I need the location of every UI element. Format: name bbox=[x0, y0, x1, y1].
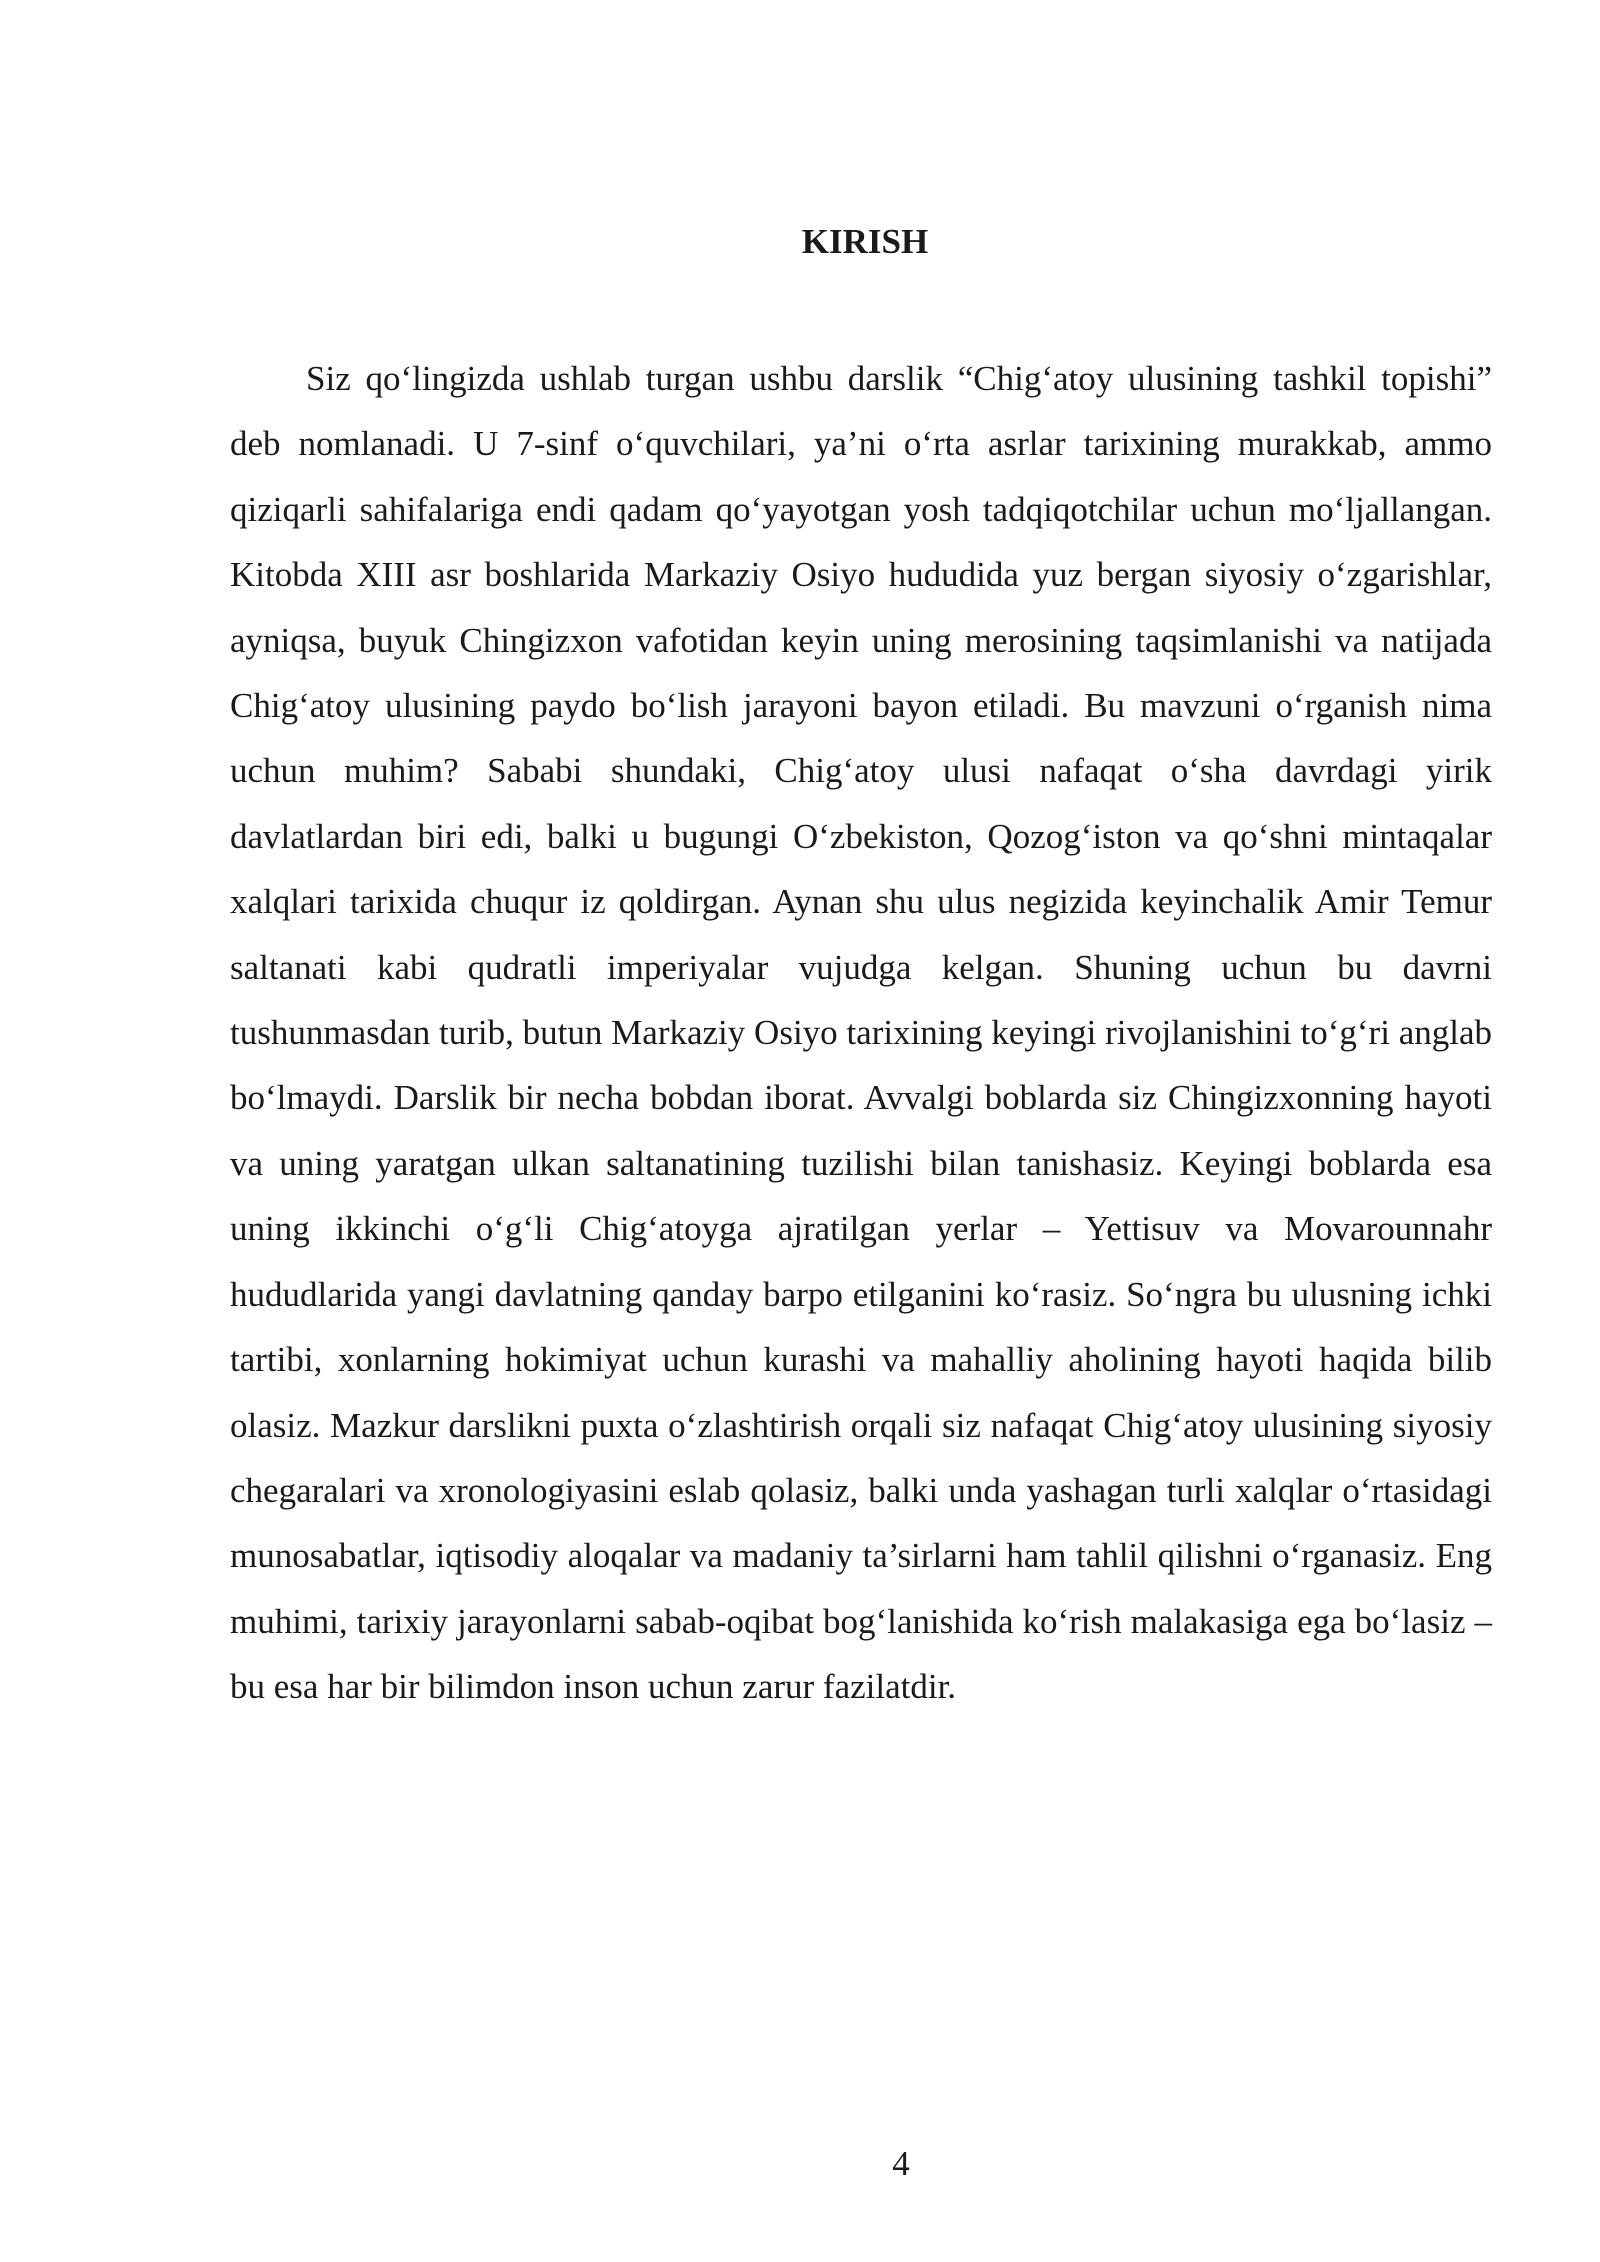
page-number: 4 bbox=[892, 2144, 910, 2183]
page-title: KIRISH bbox=[801, 222, 929, 261]
body-paragraph bbox=[230, 346, 1492, 1720]
body-paragraph-text: Siz qo‘lingizda ushlab turgan ushbu darslik “Chig‘atoy ulusining tashkil topishi” deb nomlanadi. U 7-sinf o‘quvchilari, ya’ni o‘rta asrlar tarixining murakkab, ammo qiziqarli sahifalariga endi qadam qo‘yayotgan yosh tadqiqotchilar uchun mo‘ljallangan. Kitobda XIII asr boshlarida Markaziy Osiyo hududida yuz bergan siyosiy o‘zgarishlar, ayniqsa, buyuk Chingizxon vafotidan keyin uning merosining taqsimlanishi va natijada Chig‘atoy ulusining paydo bo‘lish jarayoni bayon etiladi. Bu mavzuni o‘rganish nima uchun muhim? Sababi shundaki, Chig‘atoy ulusi nafaqat o‘sha davrdagi yirik davlatlardan biri edi, balki u bugungi O‘zbekiston, Qozog‘iston va qo‘shni mintaqalar xalqlari tarixida chuqur iz qoldirgan. Aynan shu ulus negizida keyinchalik Amir Temur saltanati kabi qudratli imperiyalar vujudga kelgan. Shuning uchun bu davrni tushunmasdan turib, butun Markaziy Osiyo tarixining keyingi rivojlanishini to‘g‘ri anglab bo‘lmaydi. Darslik bir necha bobdan iborat. Avvalgi boblarda siz Chingizxonning hayoti va uning yaratgan ulkan saltanatining tuzilishi bilan tanishasiz. Keyingi boblarda esa uning ikkinchi o‘g‘li Chig‘atoyga ajratilgan yerlar – Yettisuv va Movarounnahr hududlarida yangi davlatning qanday barpo etilganini ko‘rasiz. So‘ngra bu ulusning ichki tartibi, xonlarning hokimiyat uchun kurashi va mahalliy aholining hayoti haqida bilib olasiz. Mazkur darslikni puxta o‘zlashtirish orqali siz nafaqat Chig‘atoy ulusining siyosiy chegaralari va xronologiyasini eslab qolasiz, balki unda yashagan turli xalqlar o‘rtasidagi munosabatlar, iqtisodiy aloqalar va madaniy ta’sirlarni ham tahlil qilishni o‘rganasiz. Eng muhimi, tarixiy jarayonlarni sabab-oqibat bog‘lanishida ko‘rish malakasiga ega bo‘lasiz – bu esa har bir bilimdon inson uchun zarur fazilatdir. bbox=[230, 359, 1492, 1707]
